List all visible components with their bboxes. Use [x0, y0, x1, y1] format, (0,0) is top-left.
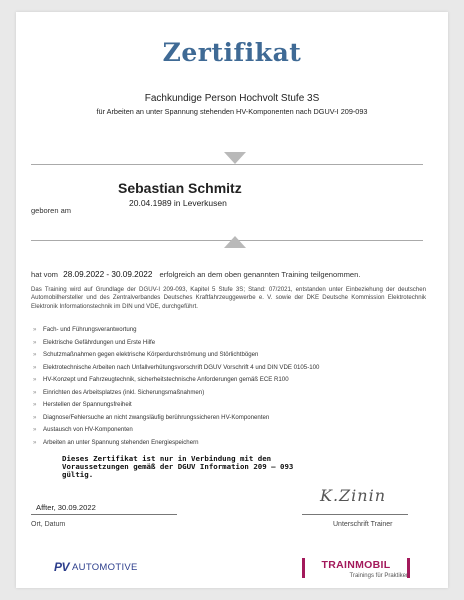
bullet-icon: » — [33, 402, 37, 408]
topic-item: » Austausch von HV-Komponenten — [33, 426, 133, 433]
triangle-down-icon — [224, 152, 246, 164]
topic-list — [33, 326, 319, 451]
bullet-icon: » — [33, 439, 37, 446]
bullet-icon: » — [33, 352, 37, 358]
trainmobil-tagline: Trainings für Praktiker — [349, 573, 408, 579]
topic-item: » Diagnose/Fehlersuche an nicht zwangsläufig berührungssicheren HV-Komponenten — [33, 413, 270, 421]
training-period — [31, 270, 360, 279]
pv-logo-word: AUTOMOTIVE — [72, 561, 138, 573]
period-suffix: erfolgreich an dem oben genannten Training teilgenommen. — [159, 270, 361, 279]
trainer-signature: K.Zinin — [320, 486, 386, 505]
period-dates: 28.09.2022 - 30.09.2022 — [63, 270, 153, 279]
place-date-line — [31, 514, 177, 515]
certificate-subtitle: Fachkundige Person Hochvolt Stufe 3S — [144, 93, 320, 104]
topic-item: » Elektrotechnische Arbeiten nach Unfallverhütungsvorschrift DGUV Vorschrift 4 und DIN VDE 0105-100 — [33, 363, 320, 371]
trainmobil-logo-word: TRAINMOBIL — [321, 559, 391, 571]
top-divider — [31, 164, 423, 165]
bullet-icon: » — [33, 389, 37, 396]
pv-automotive-logo — [54, 560, 138, 574]
topic-item: » Schutzmaßnahmen gegen elektrische Körperdurchströmung und Störlichtbögen — [33, 351, 259, 358]
bullet-icon: » — [33, 377, 37, 383]
bullet-icon: » — [33, 339, 37, 346]
bullet-icon: » — [33, 327, 37, 333]
certificate-title: Zertifikat — [162, 38, 302, 67]
trainmobil-logo — [302, 558, 410, 586]
trainer-signature-label: Unterschrift Trainer — [333, 521, 393, 528]
validity-notice: Dieses Zertifikat ist nur in Verbindung mit den Voraussetzungen gemäß der DGUV Information 209 – 093 gültig. — [62, 454, 294, 480]
topic-item: » Fach- und Führungsverantwortung — [33, 326, 137, 333]
pv-logo-mark: PV — [54, 560, 70, 574]
period-prefix: hat vom — [31, 270, 59, 279]
recipient-name: Sebastian Schmitz — [118, 180, 242, 196]
place-date-value: Affter, 30.09.2022 — [36, 503, 96, 512]
bullet-icon: » — [33, 364, 37, 371]
born-label: geboren am — [31, 206, 72, 215]
bullet-icon: » — [33, 414, 37, 421]
topic-item: » Einrichten des Arbeitsplatzes (inkl. Sicherungsmaßnahmen) — [33, 388, 205, 396]
topic-item: » Elektrische Gefährdungen und Erste Hilfe — [33, 338, 156, 346]
place-date-label: Ort, Datum — [31, 521, 66, 528]
topic-item: » HV-Konzept und Fahrzeugtechnik, sicherheitstechnische Anforderungen gemäß ECE R100 — [33, 376, 289, 383]
born-value: 20.04.1989 in Leverkusen — [129, 198, 227, 208]
certificate-sheet — [16, 12, 448, 588]
triangle-up-icon — [224, 236, 246, 248]
topic-item: » Arbeiten an unter Spannung stehenden Energiespeichern — [33, 438, 199, 446]
certificate-subtitle-detail: für Arbeiten an unter Spannung stehenden HV-Komponenten nach DGUV-I 209-093 — [96, 107, 368, 116]
training-intro: Das Training wird auf Grundlage der DGUV-I 209-093, Kapitel 5 Stufe 3S; Stand: 07/2021, entstanden unter Einbeziehung der deutschen Automobilhersteller und des Zentralverbandes Deutsches Kraftfahrzeuggewerbe e. V. sowie der DKE Deutsche Kommission Elektrotechnik Elektronik Informationstechnik im DIN und VDE, durchgeführt. — [31, 286, 426, 310]
bullet-icon: » — [33, 427, 37, 433]
signature-line — [302, 514, 408, 515]
topic-item: » Herstellen der Spannungsfreiheit — [33, 401, 132, 408]
